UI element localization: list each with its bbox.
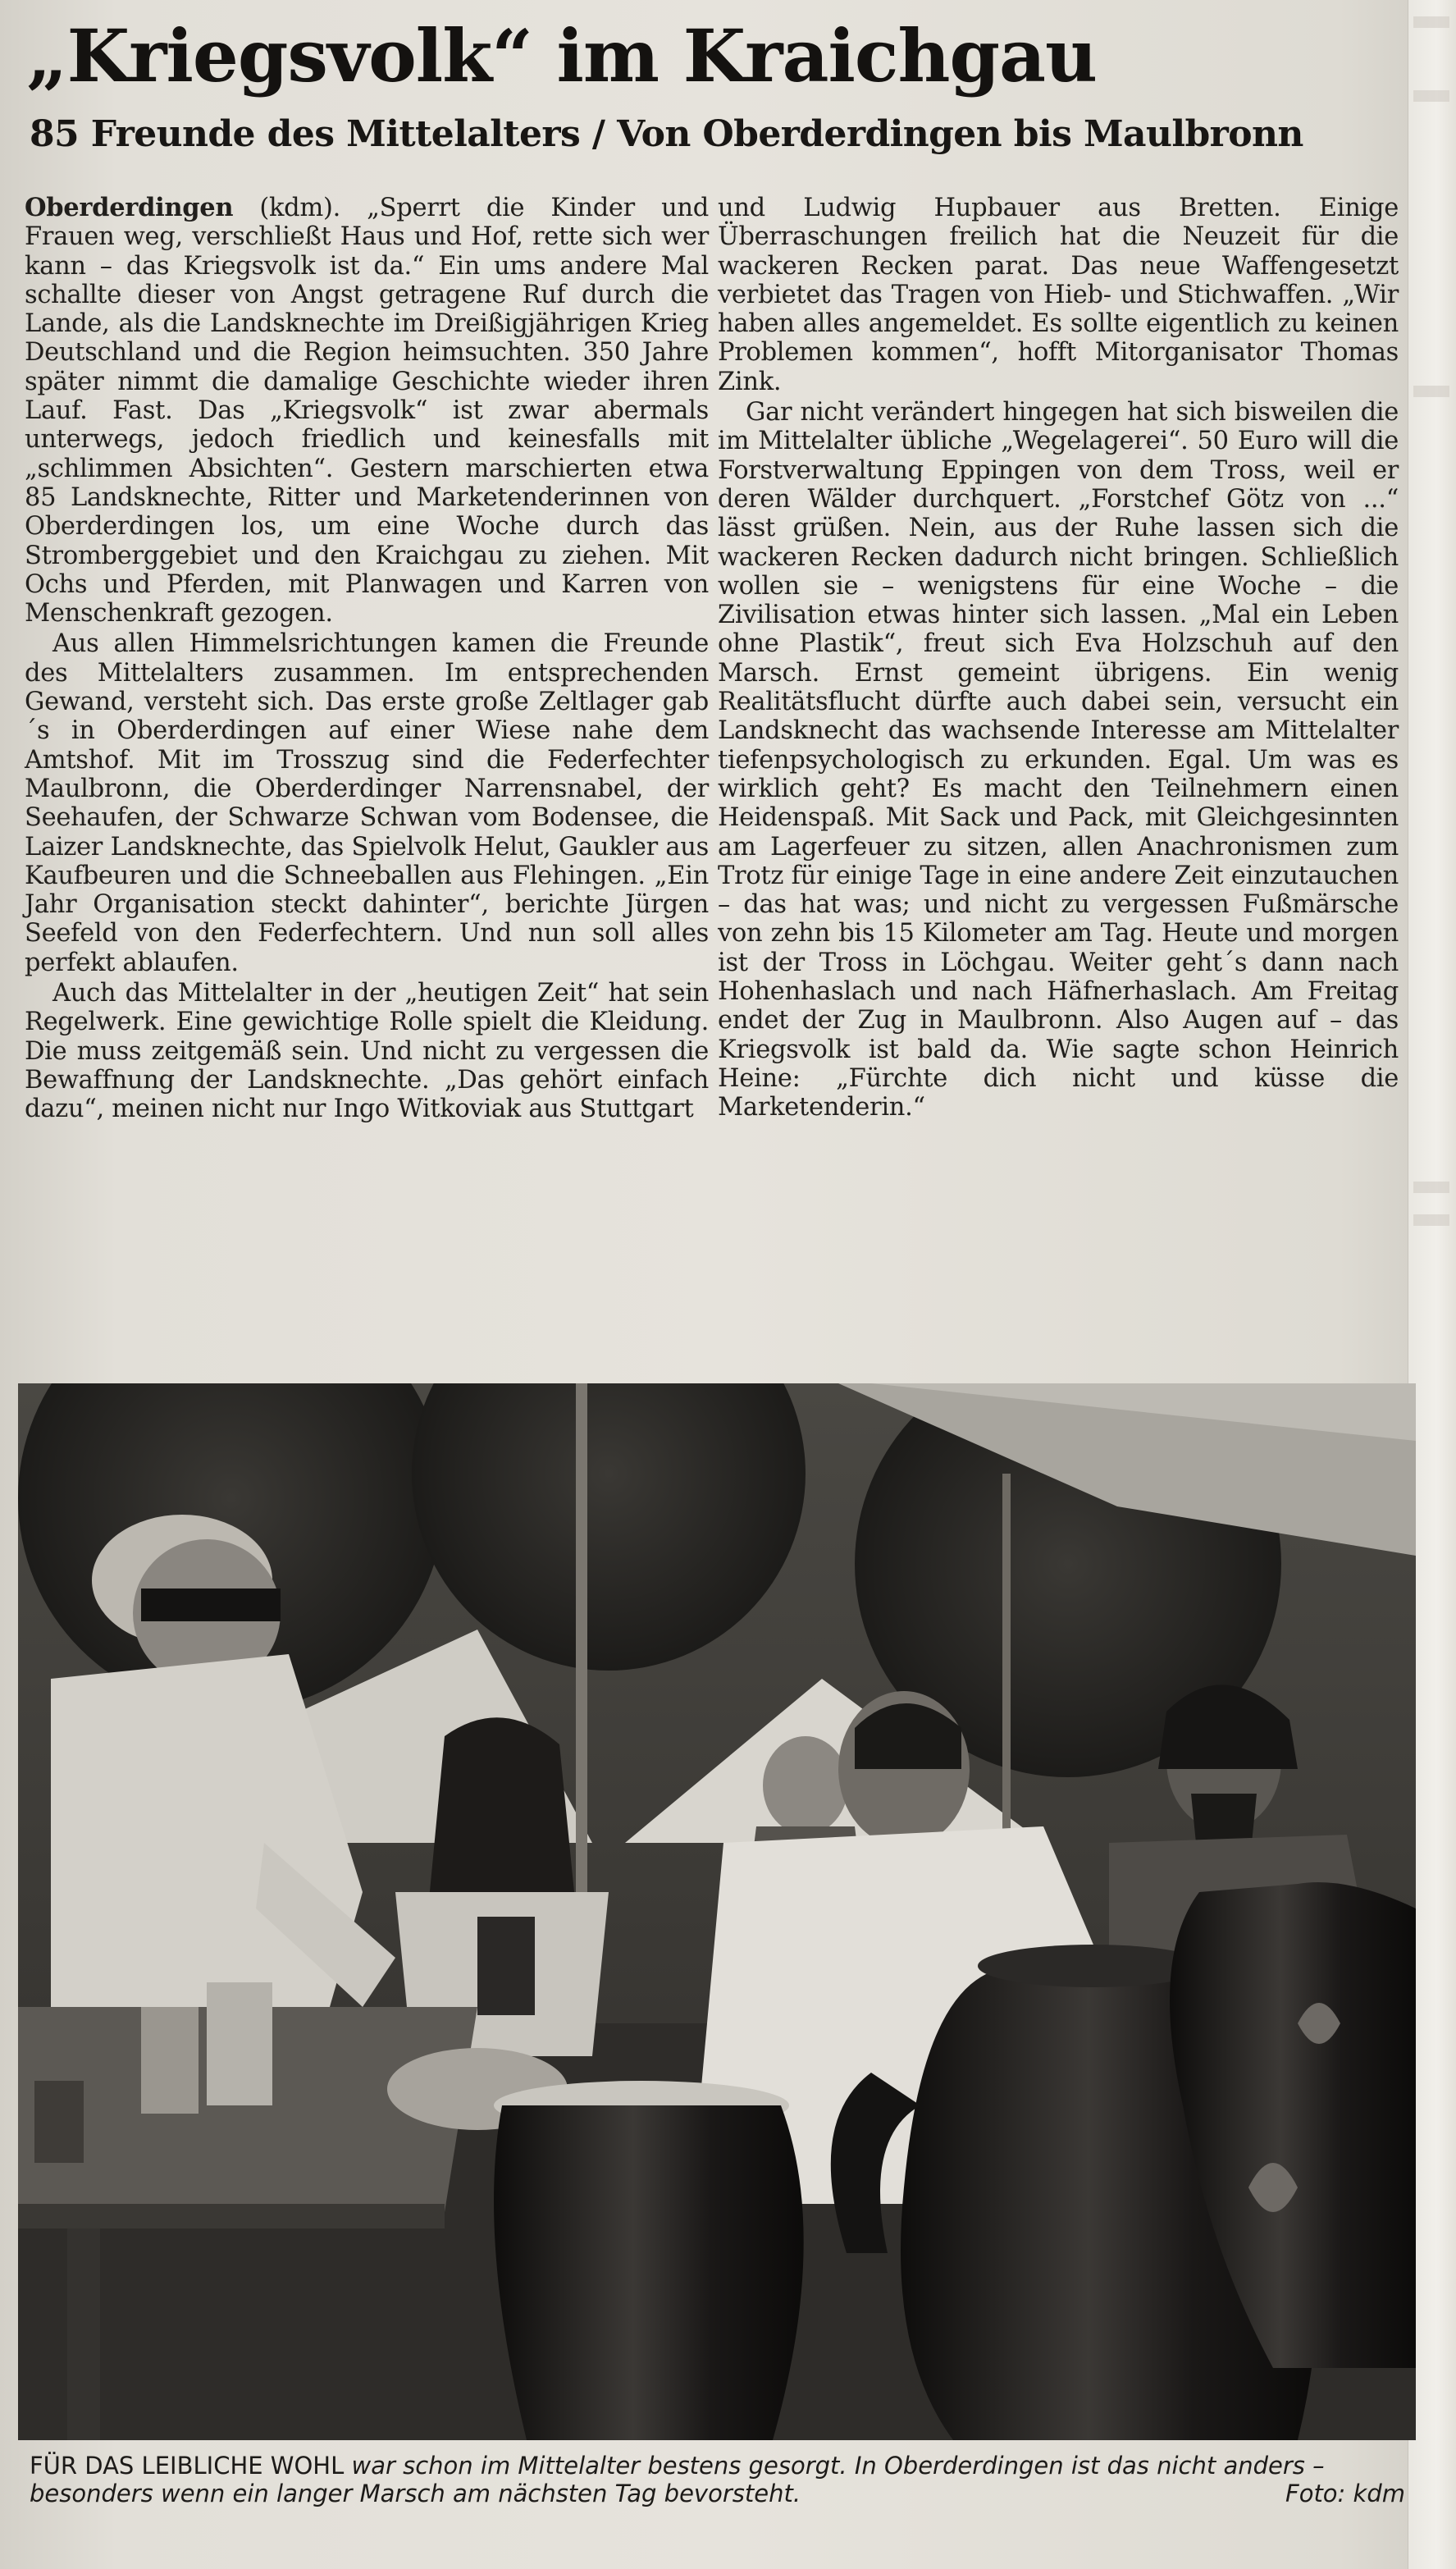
paragraph-5: Gar nicht verändert hingegen hat sich bisweilen die im Mittelalter übliche „Wegelagerei“. 50 Euro will die Forstverwaltung Eppingen von dem Tross, weil er deren Wälder durchquert. „Forstchef Götz von ...“ lässt grüßen. Nein, aus der Ruhe lassen sich die wackeren Recken dadurch nicht bringen. Schließlich wollen sie – wenigstens für eine Woche – die Zivilisation etwas hinter sich lassen. „Mal ein Leben ohne Plastik“, freut sich Eva Holzschuh auf den Marsch. Ernst gemeint übrigens. Ein wenig Realitätsflucht dürfte auch dabei sein, versucht ein Landsknecht das wachsende Interesse am Mittelalter tiefenpsychologisch zu erkunden. Egal. Um was es wirklich geht? Es macht den Teilnehmern einen Heidenspaß. Mit Sack und Pack, mit Gleichgesinnten am Lagerfeuer zu sitzen, allen Anachronismen zum Trotz für einige Tage in eine andere Zeit einzutauchen – das hat was; und nicht zu vergessen Fußmärsche von zehn bis 15 Kilometer am Tag. Heute und morgen ist der Tross in Löchgau. Weiter geht´s dann nach Hohenhaslach und nach Häfnerhaslach. Am Freitag endet der Zug in Maulbronn. Also Augen auf – das Kriegsvolk ist bald da. Wie sagte schon Heinrich Heine: „Fürchte dich nicht und küsse die Marketenderin.“ bbox=[718, 398, 1399, 1122]
article-column-left bbox=[25, 194, 709, 1359]
paragraph-2: Aus allen Himmelsrichtungen kamen die Freunde des Mittelalters zusammen. Im entsprechenden Gewand, versteht sich. Das erste große Zeltlager gab´s in Oberderdingen auf einer Wiese nahe dem Amtshof. Mit im Trosszug sind die Federfechter Maulbronn, die Oberderdinger Narrensnabel, der Seehaufen, der Schwarze Schwan vom Bodensee, die Laizer Landsknechte, das Spielvolk Helut, Gaukler aus Kaufbeuren und die Schneeballen aus Flehingen. „Ein Jahr Organisation steckt dahinter“, berichte Jürgen Seefeld von den Federfechtern. Und nun soll alles perfekt ablaufen. bbox=[25, 629, 709, 977]
paragraph-1-text: (kdm). „Sperrt die Kinder und Frauen weg, verschließt Haus und Hof, rette sich wer kann – das Kriegsvolk ist da.“ Ein ums andere Mal schallte dieser von Angst getragene Ruf durch die Lande, als die Landsknechte im Dreißigjährigen Krieg Deutschland und die Region heimsuchten. 350 Jahre später nimmt die damalige Geschichte wieder ihren Lauf. Fast. Das „Kriegsvolk“ ist zwar abermals unterwegs, jedoch friedlich und keinesfalls mit „schlimmen Absichten“. Gestern marschierten etwa 85 Landsknechte, Ritter und Marketenderinnen von Oberderdingen los, um eine Woche durch das Stromberggebiet und den Kraichgau zu ziehen. Mit Ochs und Pferden, mit Planwagen und Karren von Menschenkraft gezogen. bbox=[25, 194, 709, 629]
photo-credit: Foto: kdm bbox=[1285, 2480, 1405, 2507]
caption-text: war schon im Mittelalter bestens gesorgt. In Oberderdingen ist das nicht anders – besonders wenn ein langer Marsch am nächsten Tag bevorsteht. bbox=[30, 2452, 1325, 2507]
paragraph-1 bbox=[25, 194, 709, 628]
dateline: Oberderdingen bbox=[25, 193, 234, 222]
photo-caption bbox=[30, 2452, 1416, 2507]
article-headline: „Kriegsvolk“ im Kraichgau bbox=[26, 13, 1098, 98]
jug-icon bbox=[494, 2105, 804, 2440]
tankard-icon bbox=[141, 2007, 199, 2114]
paragraph-3: Auch das Mittelalter in der „heutigen Zeit“ hat sein Regelwerk. Eine gewichtige Rolle spielt die Kleidung. Die muss zeitgemäß sein. Und nicht zu vergessen die Bewaffnung der Landsknechte. „Das gehört einfach dazu“, meinen nicht nur Ingo Witkoviak aus Stuttgart bbox=[25, 979, 709, 1124]
paragraph-4: und Ludwig Hupbauer aus Bretten. Einige Überraschungen freilich hat die Neuzeit für die wackeren Recken parat. Das neue Waffengesetzt verbietet das Tragen von Hieb- und Stichwaffen. „Wir haben alles angemeldet. Es sollte eigentlich zu keinen Problemen kommen“, hofft Mitorganisator Thomas Zink. bbox=[718, 194, 1399, 396]
article-subheadline: 85 Freunde des Mittelalters / Von Oberderdingen bis Maulbronn bbox=[30, 113, 1303, 155]
article-photo bbox=[18, 1383, 1416, 2440]
caption-lead: FÜR DAS LEIBLICHE WOHL bbox=[30, 2452, 345, 2480]
article-column-right bbox=[718, 194, 1399, 1359]
